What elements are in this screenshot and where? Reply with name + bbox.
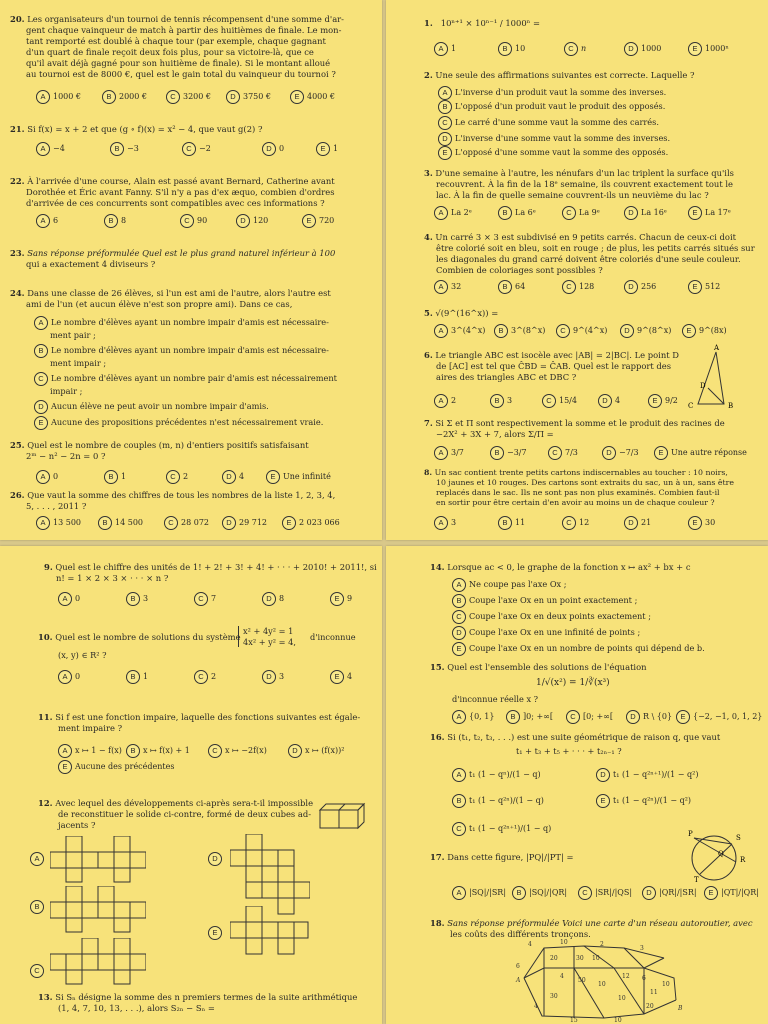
option-d[interactable]: D 3750 € bbox=[226, 90, 271, 104]
svg-text:R: R bbox=[740, 856, 746, 864]
option-c[interactable]: C x ↦ −2f(x) bbox=[208, 744, 267, 758]
question-8: 8. Un sac contient trente petits cartons indiscernables au toucher : 10 noirs, 10 jaunes et 10 rouges. Des cartons sont extraits du sac, un à un, sans être replacés dans le sac. Ils ne sont pas non plus examinés. Combien faut-il en sortir pour être certain d'en avoir au moins un de chaque couleur ? bbox=[424, 468, 734, 507]
option-a[interactable]: A 1 bbox=[434, 42, 456, 56]
svg-text:A: A bbox=[516, 977, 521, 984]
option-e[interactable]: E 9/2 bbox=[648, 394, 678, 408]
option-a[interactable]: A La 2ᵉ bbox=[434, 206, 472, 220]
option-b[interactable]: B x ↦ f(x) + 1 bbox=[126, 744, 190, 758]
option-e[interactable]: E La 17ᵉ bbox=[688, 206, 731, 220]
question-text-line: gent chaque vainqueur de match à partir des huitièmes de finale. Le mon- bbox=[26, 25, 342, 35]
page-questions-20-26 bbox=[0, 0, 382, 540]
page-questions-1-8 bbox=[386, 0, 768, 540]
option-e[interactable]: E Aucune des précédentes bbox=[58, 760, 174, 774]
page-questions-9-13 bbox=[0, 546, 382, 1024]
question-18: 18. Sans réponse préformulée Voici une carte d'un réseau autoroutier, avec les coûts des différents tronçons. bbox=[430, 918, 753, 939]
equation: 1/√(x²) = 1/∛(x³) bbox=[536, 678, 610, 688]
svg-text:2: 2 bbox=[600, 941, 604, 948]
option-c[interactable]: C 7/3 bbox=[548, 446, 578, 460]
option-b[interactable]: B −3/7 bbox=[490, 446, 527, 460]
option-d[interactable]: D 9^(8^x) bbox=[620, 324, 671, 338]
question-text: d'inconnue réelle x ? bbox=[452, 694, 539, 704]
svg-text:10: 10 bbox=[662, 981, 670, 988]
svg-text:10: 10 bbox=[614, 1017, 622, 1022]
svg-text:S: S bbox=[736, 834, 741, 842]
question-9: 9. Quel est le chiffre des unités de 1! + 2! + 3! + 4! + · · · + 2010! + 2011!, si n! = 1 × 2 × 3 × · · · × n ? bbox=[44, 562, 377, 583]
option-a[interactable]: A {0, 1} bbox=[452, 710, 494, 724]
option-b[interactable]: B 11 bbox=[498, 516, 525, 530]
option-b[interactable]: B Coupe l'axe Ox en un point exactement ; bbox=[452, 594, 637, 608]
option-letter: D bbox=[226, 90, 240, 104]
option-c[interactable]: C 128 bbox=[562, 280, 594, 294]
option-a[interactable]: A 6 bbox=[36, 214, 58, 228]
option-c[interactable]: C 2 bbox=[194, 670, 216, 684]
equation-system: x² + 4y² = 1 4x² + y² = 4, bbox=[238, 626, 296, 647]
option-e[interactable]: E 2 023 066 bbox=[282, 516, 340, 530]
option-b[interactable]: B 10 bbox=[498, 42, 525, 56]
question-1: 1. 10ⁿ⁺¹ × 10ⁿ⁻¹ / 1000ⁿ = bbox=[424, 18, 540, 28]
option-a[interactable]: A 13 500 bbox=[36, 516, 81, 530]
option-d[interactable]: D 0 bbox=[262, 142, 284, 156]
net-a-figure bbox=[50, 836, 146, 884]
question-text-line: qu'il avait déjà gagné pour son huitième de finale). Si le montant alloué bbox=[26, 58, 331, 68]
option-e[interactable]: E L'opposé d'une somme vaut la somme des opposés. bbox=[438, 146, 668, 160]
option-d[interactable]: D Coupe l'axe Ox en une infinité de points ; bbox=[452, 626, 640, 640]
question-23: 23. Sans réponse préformulée Quel est le plus grand naturel inférieur à 100 qui a exactement 4 diviseurs ? bbox=[10, 248, 336, 269]
option-b[interactable]: B −3 bbox=[110, 142, 139, 156]
question-text: d'inconnue bbox=[310, 632, 356, 642]
option-a[interactable]: A 3^(4^x) bbox=[434, 324, 485, 338]
option-d[interactable]: D 21 bbox=[624, 516, 651, 530]
net-option-e[interactable]: E bbox=[208, 926, 225, 940]
option-d[interactable]: D 256 bbox=[624, 280, 656, 294]
road-network-map bbox=[514, 938, 684, 1022]
question-12: 12. Avec lequel des développements ci-après sera-t-il impossible de reconstituer le solide ci-contre, formé de deux cubes ad- jacents ? bbox=[38, 798, 314, 830]
option-b[interactable]: B 1 bbox=[126, 670, 148, 684]
question-11: 11. Si f est une fonction impaire, laquelle des fonctions suivantes est égale- ment impaire ? bbox=[38, 712, 361, 733]
option-c[interactable]: C 9^(4^x) bbox=[556, 324, 607, 338]
option-d[interactable]: D Aucun élève ne peut avoir un nombre impair d'amis. bbox=[34, 400, 269, 414]
option-c[interactable]: C 90 bbox=[180, 214, 207, 228]
option-c[interactable]: C 28 072 bbox=[164, 516, 209, 530]
net-option-c[interactable]: C bbox=[30, 964, 47, 978]
option-d[interactable]: D 1000 bbox=[624, 42, 661, 56]
option-c[interactable]: C |SR|/|QS| bbox=[578, 886, 632, 900]
option-b[interactable]: B |SQ|/|QR| bbox=[512, 886, 567, 900]
question-17: 17. Dans cette figure, |PQ|/|PT| = bbox=[430, 852, 574, 862]
option-c[interactable]: C −2 bbox=[182, 142, 211, 156]
question-21 bbox=[10, 124, 262, 135]
triangle-figure bbox=[686, 344, 746, 412]
net-option-b[interactable]: B bbox=[30, 900, 47, 914]
svg-text:10: 10 bbox=[560, 939, 568, 946]
option-letter: A bbox=[36, 90, 50, 104]
option-d[interactable]: D L'inverse d'une somme vaut la somme des inverses. bbox=[438, 132, 670, 146]
svg-text:10: 10 bbox=[598, 981, 606, 988]
net-b-figure bbox=[50, 886, 146, 934]
question-4: 4. Un carré 3 × 3 est subdivisé en 9 petits carrés. Chacun de ceux-ci doit être colorié soit en bleu, soit en rouge ; de plus, les petits carrés situés sur les diagonales du grand carré doivent être coloriés d'une seule couleur. Combien de coloriages sont possibles ? bbox=[424, 232, 755, 275]
svg-text:30: 30 bbox=[576, 955, 584, 962]
option-e[interactable]: E 1000ⁿ bbox=[688, 42, 729, 56]
question-22: 22. À l'arrivée d'une course, Alain est passé avant Bernard, Catherine avant Dorothée et Éric avant Fanny. S'il n'y a pas d'ex æquo, combien d'ordres d'arrivée de ces concurrents sont compatibles avec ces informations ? bbox=[10, 176, 335, 208]
option-b[interactable]: B 64 bbox=[498, 280, 525, 294]
option-e[interactable]: E Coupe l'axe Ox en un nombre de points qui dépend de b. bbox=[452, 642, 705, 656]
option-a[interactable]: A |SQ|/|SR| bbox=[452, 886, 506, 900]
option-d[interactable]: D 3 bbox=[262, 670, 284, 684]
net-e-figure bbox=[230, 906, 310, 970]
option-a[interactable]: A Le nombre d'élèves ayant un nombre impair d'amis est nécessaire- ment pair ; bbox=[34, 316, 329, 341]
option-b[interactable]: B L'opposé d'un produit vaut le produit des opposés. bbox=[438, 100, 665, 114]
question-text-line: Les organisateurs d'un tournoi de tennis récompensent d'une somme d'ar- bbox=[27, 14, 345, 24]
option-c[interactable]: C 3200 € bbox=[166, 90, 211, 104]
option-c[interactable]: C t₁ (1 − q²ⁿ⁺¹)/(1 − q) bbox=[452, 822, 551, 836]
circle-figure bbox=[680, 828, 750, 884]
question-24: 24. Dans une classe de 26 élèves, si l'un est ami de l'autre, alors l'autre est ami de l'un (et aucun élève n'est son propre ami). Dans ce cas, bbox=[10, 288, 331, 309]
svg-text:6: 6 bbox=[516, 963, 520, 970]
vertex-label: D bbox=[700, 382, 706, 390]
question-15: 15. Quel est l'ensemble des solutions de l'équation bbox=[430, 662, 647, 672]
option-e[interactable]: E {−2, −1, 0, 1, 2} bbox=[676, 710, 762, 724]
option-letter: C bbox=[166, 90, 180, 104]
question-16: 16. Si (t₁, t₂, t₃, . . .) est une suite géométrique de raison q, que vaut bbox=[430, 732, 721, 742]
svg-text:4: 4 bbox=[534, 1003, 538, 1010]
question-2: 2. Une seule des affirmations suivantes est correcte. Laquelle ? bbox=[424, 70, 695, 80]
question-25: 25. Quel est le nombre de couples (m, n) d'entiers positifs satisfaisant 2ᵐ − n² − 2n = 0 ? bbox=[10, 440, 309, 461]
question-26: 26. Que vaut la somme des chiffres de tous les nombres de la liste 1, 2, 3, 4, 5, . . . , 2011 ? bbox=[10, 490, 336, 511]
net-c-figure bbox=[50, 938, 146, 986]
option-d[interactable]: D R \ {0} bbox=[626, 710, 672, 724]
option-c[interactable]: C n bbox=[564, 42, 586, 56]
question-text: Si f(x) = x + 2 et que (g ∘ f)(x) = x² − 4, que vaut g(2) ? bbox=[27, 124, 263, 134]
svg-text:10: 10 bbox=[592, 955, 600, 962]
question-text: (x, y) ∈ R² ? bbox=[58, 650, 107, 660]
two-cubes-solid bbox=[318, 802, 366, 830]
option-c[interactable]: C 15/4 bbox=[542, 394, 577, 408]
option-b[interactable]: B 14 500 bbox=[98, 516, 143, 530]
option-b[interactable]: B 8 bbox=[104, 214, 126, 228]
option-a[interactable]: A 0 bbox=[58, 670, 80, 684]
option-a[interactable]: A x ↦ 1 − f(x) bbox=[58, 744, 122, 758]
option-c[interactable]: C La 9ᵉ bbox=[562, 206, 600, 220]
option-e[interactable]: E 9 bbox=[330, 592, 352, 606]
option-e[interactable]: E 1 bbox=[316, 142, 338, 156]
option-b[interactable]: B 2000 € bbox=[102, 90, 147, 104]
question-10: 10. Quel est le nombre de solutions du système bbox=[38, 632, 241, 642]
svg-text:12: 12 bbox=[622, 973, 630, 980]
question-text-line: tant remporté est doublé à chaque tour (par exemple, chaque gagnant bbox=[26, 36, 326, 46]
option-d[interactable]: D 8 bbox=[262, 592, 284, 606]
option-d[interactable]: D −7/3 bbox=[602, 446, 639, 460]
option-a[interactable]: A 32 bbox=[434, 280, 461, 294]
svg-text:11: 11 bbox=[650, 989, 658, 996]
question-13: 13. Si Sₙ désigne la somme des n premiers termes de la suite arithmétique (1, 4, 7, 10, 13, . . .), alors S₂ₙ − Sₙ = bbox=[38, 992, 358, 1013]
option-c[interactable]: C Coupe l'axe Ox en deux points exactement ; bbox=[452, 610, 651, 624]
svg-text:10: 10 bbox=[618, 995, 626, 1002]
option-d[interactable]: D t₁ (1 − q²ⁿ⁺¹)/(1 − q²) bbox=[596, 768, 698, 782]
option-a[interactable]: A 2 bbox=[434, 394, 456, 408]
option-b[interactable]: B Le nombre d'élèves ayant un nombre impair d'amis est nécessaire- ment impair ; bbox=[34, 344, 329, 369]
option-a[interactable]: A −4 bbox=[36, 142, 65, 156]
vertex-label: A bbox=[714, 344, 720, 352]
option-d[interactable]: D La 16ᵉ bbox=[624, 206, 667, 220]
svg-text:50: 50 bbox=[578, 977, 586, 984]
svg-text:B: B bbox=[678, 1005, 683, 1012]
option-e[interactable]: E |QT|/|QR| bbox=[704, 886, 759, 900]
option-a[interactable]: A L'inverse d'un produit vaut la somme des inverses. bbox=[438, 86, 666, 100]
svg-text:15: 15 bbox=[570, 1017, 578, 1022]
question-5: 5. √(9^(16^x)) = bbox=[424, 308, 499, 318]
question-3: 3. D'une semaine à l'autre, les nénufars d'un lac triplent la surface qu'ils recouvrent. À la fin de la 18ᵉ semaine, ils couvrent exactement tout le lac. À la fin de quelle semaine couvrent-ils un neuvième du lac ? bbox=[424, 168, 734, 200]
option-b[interactable]: B 3 bbox=[126, 592, 148, 606]
svg-text:4: 4 bbox=[528, 941, 532, 948]
option-d[interactable]: D 29 712 bbox=[222, 516, 267, 530]
svg-text:20: 20 bbox=[550, 955, 558, 962]
option-a[interactable]: A t₁ (1 − qⁿ)/(1 − q) bbox=[452, 768, 541, 782]
option-d[interactable]: D x ↦ (f(x))² bbox=[288, 744, 344, 758]
svg-text:20: 20 bbox=[646, 1003, 654, 1010]
option-a[interactable]: A 1000 € bbox=[36, 90, 81, 104]
option-e[interactable]: E 9^(8x) bbox=[682, 324, 727, 338]
net-option-a[interactable]: A bbox=[30, 852, 47, 866]
question-7: 7. Si Σ et Π sont respectivement la somme et le produit des racines de −2X² + 3X + 7, alors Σ/Π = bbox=[424, 418, 725, 439]
option-e[interactable]: E Aucune des propositions précédentes n'est nécessairement vraie. bbox=[34, 416, 323, 430]
svg-text:6: 6 bbox=[642, 975, 646, 982]
page-questions-14-18 bbox=[386, 546, 768, 1024]
option-e[interactable]: E Une infinité bbox=[266, 470, 331, 484]
svg-text:4: 4 bbox=[560, 973, 564, 980]
option-a[interactable]: A 0 bbox=[36, 470, 58, 484]
option-letter: B bbox=[102, 90, 116, 104]
option-a[interactable]: A 3 bbox=[434, 516, 456, 530]
svg-text:30: 30 bbox=[550, 993, 558, 1000]
svg-text:T: T bbox=[694, 876, 699, 884]
vertex-label: B bbox=[728, 402, 734, 410]
option-d[interactable]: D |QR|/|SR| bbox=[642, 886, 697, 900]
svg-text:Q: Q bbox=[718, 850, 724, 858]
series-expression: t₁ + t₃ + t₅ + · · · + t₂ₙ₋₁ ? bbox=[516, 746, 622, 756]
svg-text:P: P bbox=[688, 830, 693, 838]
question-text-line: d'un quart de finale reçoit deux fois plus, pour sa victoire-là, que ce bbox=[26, 47, 314, 57]
option-c[interactable]: C Le carré d'une somme vaut la somme des carrés. bbox=[438, 116, 659, 130]
vertex-label: C bbox=[688, 402, 694, 410]
question-20 bbox=[10, 14, 370, 80]
option-e[interactable]: E Une autre réponse bbox=[654, 446, 747, 460]
option-b[interactable]: B 3 bbox=[490, 394, 512, 408]
option-a[interactable]: A Ne coupe pas l'axe Ox ; bbox=[452, 578, 567, 592]
option-b[interactable]: B La 6ᵉ bbox=[498, 206, 536, 220]
option-b[interactable]: B 3^(8^x) bbox=[494, 324, 545, 338]
question-6: 6. Le triangle ABC est isocèle avec |AB| = 2|BC|. Le point D de [AC] est tel que ĈBD = ĈAB. Quel est le rapport des aires des triangles ABC et DBC ? bbox=[424, 350, 680, 382]
option-c[interactable]: C Le nombre d'élèves ayant un nombre pair d'amis est nécessairement impair ; bbox=[34, 372, 337, 397]
option-a[interactable]: A 3/7 bbox=[434, 446, 464, 460]
option-d[interactable]: D 4 bbox=[598, 394, 620, 408]
question-number: 21. bbox=[10, 124, 25, 134]
option-e[interactable]: E 4 bbox=[330, 670, 352, 684]
option-letter: E bbox=[290, 90, 304, 104]
question-number: 20. bbox=[10, 14, 25, 24]
option-b[interactable]: B ]0; +∞[ bbox=[506, 710, 553, 724]
option-e[interactable]: E 4000 € bbox=[290, 90, 335, 104]
option-c[interactable]: C 7 bbox=[194, 592, 216, 606]
option-c[interactable]: C 2 bbox=[166, 470, 188, 484]
question-14: 14. Lorsque ac < 0, le graphe de la fonction x ↦ ax² + bx + c bbox=[430, 562, 691, 572]
net-option-d[interactable]: D bbox=[208, 852, 225, 866]
question-text-line: au tournoi est de 8000 €, quel est le gain total du vainqueur du tournoi ? bbox=[26, 69, 336, 79]
option-c[interactable]: C 12 bbox=[562, 516, 589, 530]
option-e[interactable]: E 720 bbox=[302, 214, 334, 228]
option-b[interactable]: B 1 bbox=[104, 470, 126, 484]
option-e[interactable]: E 512 bbox=[688, 280, 720, 294]
option-b[interactable]: B t₁ (1 − q²ⁿ)/(1 − q) bbox=[452, 794, 544, 808]
option-a[interactable]: A 0 bbox=[58, 592, 80, 606]
option-c[interactable]: C [0; +∞[ bbox=[566, 710, 613, 724]
option-d[interactable]: D 4 bbox=[222, 470, 244, 484]
svg-text:3: 3 bbox=[640, 945, 644, 952]
option-d[interactable]: D 120 bbox=[236, 214, 268, 228]
option-e[interactable]: E 30 bbox=[688, 516, 715, 530]
option-e[interactable]: E t₁ (1 − q²ⁿ)/(1 − q²) bbox=[596, 794, 691, 808]
